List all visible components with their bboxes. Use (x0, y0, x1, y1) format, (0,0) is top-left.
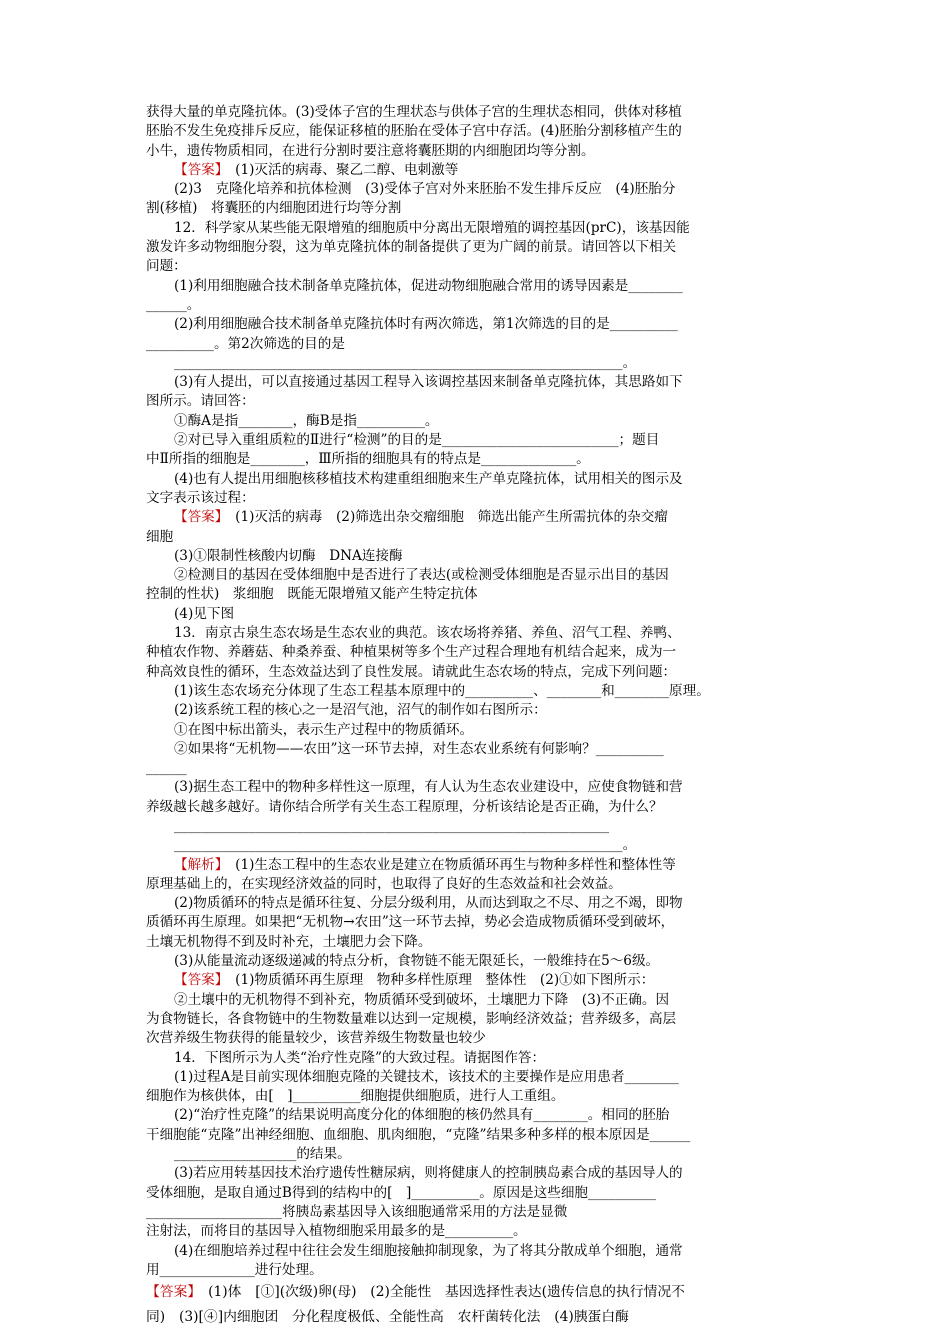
line-text: 获得大量的单克隆抗体。(3)受体子宫的生理状态与供体子宫的生理状态相同，供体对移植 (146, 104, 682, 120)
line-text: __________。第2次筛选的目的是 (146, 335, 345, 352)
text-line (146, 1164, 806, 1183)
line-text: 细胞 (146, 528, 174, 545)
text-line (146, 431, 806, 450)
line-text: (3)①限制性核酸内切酶 DNA连接酶 (174, 547, 403, 564)
line-text: (4)也有人提出用细胞核移植技术构建重组细胞来生产单克隆抗体，试用相关的图示及 (174, 470, 683, 487)
text-line (146, 663, 806, 682)
text-line (146, 875, 806, 894)
text-line (146, 1145, 806, 1164)
line-text: __________________的结果。 (174, 1146, 351, 1163)
line-text: 养级越长越多越好。请你结合所学有关生态工程原理，分析该结论是否正确，为什么？ (146, 798, 663, 815)
text-line (146, 817, 806, 836)
text-line (146, 508, 806, 527)
text-line (146, 1222, 806, 1241)
text-line (146, 392, 806, 411)
text-line (146, 470, 806, 489)
line-text: ①在图中标出箭头，表示生产过程中的物质循环。 (174, 721, 474, 738)
text-line (146, 721, 806, 740)
line-text: (4)在细胞培养过程中往往会发生细胞接触抑制现象，为了将其分散成单个细胞，通常 (174, 1242, 683, 1259)
line-text: (1)灭活的病毒、聚乙二醇、电刺激等 (221, 161, 459, 178)
line-text: (1)该生态农场充分体现了生态工程基本原理中的__________、________和________原理。 (174, 682, 710, 699)
line-text: (3)若应用转基因技术治疗遗传性糖尿病，则将健康人的控制胰岛素合成的基因导人的 (174, 1165, 683, 1182)
text-line (146, 1010, 806, 1029)
text-line (146, 450, 806, 469)
section-tag: 【答案】 (146, 1284, 195, 1301)
text-line (146, 1126, 806, 1145)
line-text: ____________________将胰岛素基因导入该细胞通常采用的方法是显微 (146, 1203, 568, 1220)
line-text: 12．科学家从某些能无限增殖的细胞质中分离出无限增殖的调控基因(prC)，该基因能 (174, 219, 690, 236)
text-line (146, 1305, 806, 1330)
text-line (146, 1106, 806, 1125)
text-line (146, 856, 806, 875)
line-text: 同) (3)[④]内细胞团 分化程度极低、全能性高 农杆菌转化法 (4)胰蛋白酶 (146, 1309, 629, 1326)
text-line (146, 682, 806, 701)
line-text: 干细胞能“克隆”出神经细胞、血细胞、肌肉细胞，“克隆”结果多种多样的根本原因是______ (146, 1126, 691, 1143)
line-text: ①酶A是指________，酶B是指__________。 (174, 412, 439, 429)
line-text: (2)物质循环的特点是循环往复、分层分级利用，从而达到取之不尽、用之不竭，即物 (174, 895, 683, 912)
text-line (146, 296, 806, 315)
text-line (146, 142, 806, 161)
text-line (146, 1242, 806, 1261)
text-line (146, 238, 806, 257)
line-text: 用______________进行处理。 (146, 1261, 323, 1278)
line-text: 胚胎不发生免疫排斥反应，能保证移植的胚胎在受体子宫中存活。(4)胚胎分割移植产生的 (146, 123, 682, 140)
text-line (146, 624, 806, 643)
line-text: 中Ⅱ所指的细胞是________，Ⅲ所指的细胞具有的特点是______________。 (146, 451, 590, 468)
line-text: (2)利用细胞融合技术制备单克隆抗体时有两次筛选，第1次筛选的目的是__________ (174, 316, 678, 333)
text-line (146, 701, 806, 720)
line-text: (4)见下图 (174, 605, 235, 622)
text-line (146, 199, 806, 218)
text-line (146, 566, 806, 585)
text-line (146, 547, 806, 566)
line-text: 小牛，遗传物质相同，在进行分割时要注意将囊胚期的内细胞团均等分割。 (146, 142, 595, 159)
line-text: __________________________________________________________________。 (174, 354, 637, 371)
text-line (146, 991, 806, 1010)
line-text: (1)体 [①](次级)卵(母) (2)全能性 基因选择性表达(遗传信息的执行情况不 (194, 1284, 685, 1301)
line-text: 14．下图所示为人类“治疗性克隆”的大致过程。请据图作答： (174, 1049, 546, 1066)
line-text: 原理基础上的，在实现经济效益的同时，也取得了良好的生态效益和社会效益。 (146, 875, 622, 892)
line-text: 注射法，而将目的基因导入植物细胞采用最多的是__________。 (146, 1223, 527, 1240)
line-text: 为食物链长，各食物链中的生物数量难以达到一定规模，影响经济效益；营养级多，高层 (146, 1010, 677, 1027)
text-line (146, 257, 806, 276)
line-text: (2)“治疗性克隆”的结果说明高度分化的体细胞的核仍然具有________。相同的胚胎 (174, 1107, 670, 1124)
line-text: (1)灭活的病毒 (2)筛选出杂交瘤细胞 筛选出能产生所需抗体的杂交瘤 (221, 509, 668, 526)
text-line (146, 219, 806, 238)
text-line (146, 913, 806, 932)
text-line (146, 1049, 806, 1068)
line-text: 割(移植) 将囊胚的内细胞团进行均等分割 (146, 200, 402, 217)
line-text: __________________________________________________________________。 (174, 837, 637, 854)
text-line (146, 489, 806, 508)
text-line (146, 122, 806, 141)
line-text: (1)利用细胞融合技术制备单克隆抗体，促进动物细胞融合常用的诱导因素是________ (174, 277, 683, 294)
text-line (146, 798, 806, 817)
line-text: (2)3 克隆化培养和抗体检测 (3)受体子宫对外来胚胎不发生排斥反应 (4)胚胎分 (174, 181, 676, 198)
text-line (146, 643, 806, 662)
line-text: ________________________________________________________________ (174, 817, 609, 834)
line-text: 次营养级生物获得的能量较少，该营养级生物数量也较少 (146, 1030, 486, 1047)
text-line (146, 180, 806, 199)
text-line (146, 354, 806, 373)
text-line (146, 412, 806, 431)
line-text: (1)过程A是目前实现体细胞克隆的关键技术，该技术的主要操作是应用患者________ (174, 1068, 679, 1085)
text-line (146, 335, 806, 354)
text-line (146, 836, 806, 855)
line-text: (3)有人提出，可以直接通过基因工程导入该调控基因来制备单克隆抗体，其思路如下 (174, 374, 683, 391)
text-line (146, 1029, 806, 1048)
line-text: 控制的性状) 浆细胞 既能无限增殖又能产生特定抗体 (146, 586, 478, 603)
document-page (146, 103, 806, 1330)
text-line (146, 1184, 806, 1203)
line-text: 质循环再生原理。如果把“无机物→农田”这一环节去掉，势必会造成物质循环受到破坏， (146, 914, 675, 931)
text-line (146, 1087, 806, 1106)
section-tag: 【答案】 (174, 972, 222, 989)
text-line (146, 971, 806, 990)
text-line (146, 315, 806, 334)
line-text: (2)该系统工程的核心之一是沼气池，沼气的制作如右图所示： (174, 702, 547, 719)
text-line (146, 1261, 806, 1280)
line-text: 图所示。请回答： (146, 393, 255, 410)
line-text: (3)据生态工程中的物种多样性这一原理，有人认为生态农业建设中，应使食物链和营 (174, 779, 683, 796)
line-text: (1)物质循环再生原理 物种多样性原理 整体性 (2)①如下图所示： (221, 972, 655, 989)
text-line (146, 103, 806, 122)
text-line (146, 585, 806, 604)
text-line (146, 161, 806, 180)
line-text: 文字表示该过程： (146, 489, 255, 506)
document-body (146, 103, 806, 1280)
text-line (146, 373, 806, 392)
text-line (146, 778, 806, 797)
line-text: 种高效良性的循环，生态效益达到了良性发展。请就此生态农场的特点，完成下列问题： (146, 663, 677, 680)
text-line (146, 1280, 806, 1305)
text-line (146, 528, 806, 547)
line-text: 种植农作物、养蘑菇、种桑养蚕、种植果树等多个生产过程合理地有机结合起来，成为一 (146, 644, 677, 661)
final-answer-block (146, 1280, 806, 1330)
text-line (146, 605, 806, 624)
line-text: 细胞作为核供体，由[ ]__________细胞提供细胞质，进行人工重组。 (146, 1088, 565, 1105)
text-line (146, 277, 806, 296)
line-text: ______。 (146, 296, 201, 313)
line-text: ②检测目的基因在受体细胞中是否进行了表达(或检测受体细胞是否显示出目的基因 (174, 567, 669, 584)
line-text: (1)生态工程中的生态农业是建立在物质循环再生与物种多样性和整体性等 (221, 856, 676, 873)
section-tag: 【解析】 (174, 856, 222, 873)
line-text: (3)从能量流动逐级递减的特点分析，食物链不能无限延长，一般维持在5～6级。 (174, 953, 660, 970)
line-text: 问题： (146, 258, 187, 275)
text-line (146, 933, 806, 952)
line-text: ②对已导入重组质粒的Ⅱ进行“检测”的目的是__________________________；题目 (174, 432, 660, 449)
text-line (146, 952, 806, 971)
line-text: 激发许多动物细胞分裂，这为单克隆抗体的制备提供了更为广阔的前景。请回答以下相关 (146, 239, 677, 256)
line-text: 13．南京古泉生态农场是生态农业的典范。该农场将养猪、养鱼、沼气工程、养鸭、 (174, 625, 681, 642)
section-tag: 【答案】 (174, 509, 222, 526)
text-line (146, 894, 806, 913)
line-text: ②如果将“无机物——农田”这一环节去掉，对生态农业系统有何影响？__________ (174, 740, 664, 757)
line-text: 土壤无机物得不到及时补充，土壤肥力会下降。 (146, 933, 432, 950)
line-text: ______ (146, 760, 187, 777)
section-tag: 【答案】 (174, 161, 222, 178)
line-text: ②土壤中的无机物得不到补充，物质循环受到破坏，土壤肥力下降 (3)不正确。因 (174, 991, 670, 1008)
text-line (146, 759, 806, 778)
text-line (146, 1203, 806, 1222)
line-text: 受体细胞，是取自通过B得到的结构中的[ ]__________。原因是这些细胞__________ (146, 1184, 656, 1201)
text-line (146, 1068, 806, 1087)
text-line (146, 740, 806, 759)
